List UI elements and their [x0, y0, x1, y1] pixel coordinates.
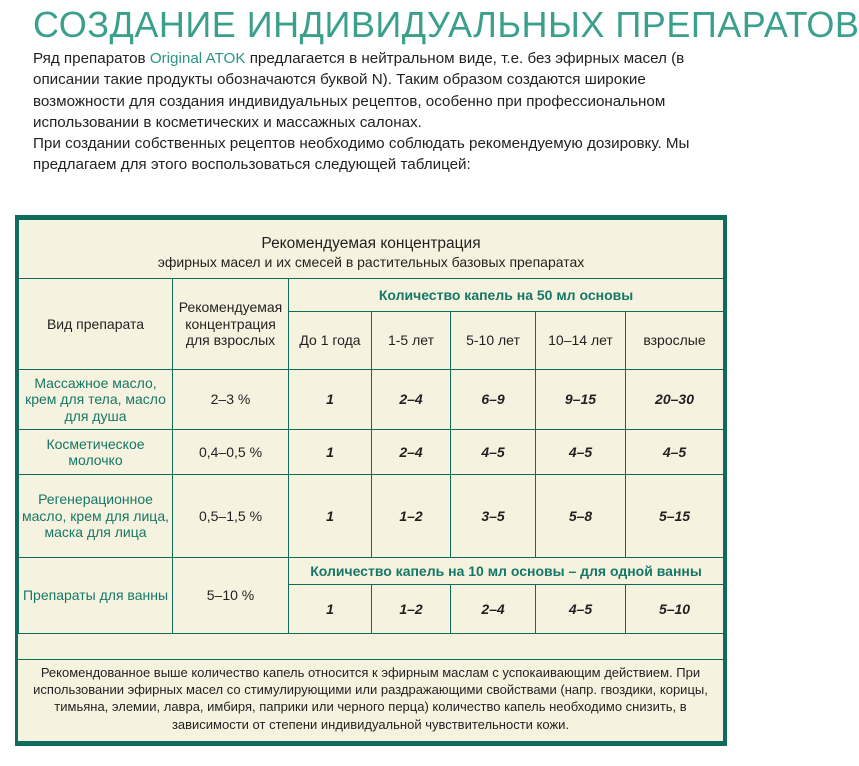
age-header: взрослые — [626, 312, 724, 370]
drops-cell: 2–4 — [451, 585, 536, 634]
drops-cell: 5–10 — [626, 585, 724, 634]
table-footnote: Рекомендованное выше количество капель относится к эфирным маслам с успокаивающим действием. При использовании эфирных масел со стимулирующими или раздражающими свойствами (напр. гвоздики, корицы, тимьяна, элемии, лавра, имбиря, паприки или черного перца) количество капель необходимо снизить, в зависимости от степени индивидуальной чувствительности кожи. — [18, 659, 723, 733]
table-title: Рекомендуемая концентрация — [261, 234, 481, 252]
table-caption — [19, 220, 724, 279]
intro-paragraph-1 — [33, 48, 733, 133]
drops-cell: 4–5 — [536, 430, 626, 475]
intro-part2: предлагается в нейтральном виде, т.е. без эфирных масел (в описании такие продукты обозначаются буквой N). Таким образом создаются широкие возможности для создания индивидуальных рецептов, особенно при профессиональном использовании в косметических и массажных салонах. — [33, 50, 685, 131]
col-header-concentration: Рекомендуемая концентрация для взрослых — [173, 279, 289, 370]
drops-cell: 1–2 — [372, 475, 451, 558]
age-header: 1-5 лет — [372, 312, 451, 370]
drops-cell: 4–5 — [536, 585, 626, 634]
drops-cell: 2–4 — [372, 430, 451, 475]
drops-cell: 3–5 — [451, 475, 536, 558]
age-header: До 1 года — [289, 312, 372, 370]
drops-cell: 1 — [289, 430, 372, 475]
drops-cell: 2–4 — [372, 370, 451, 430]
drops-cell: 1 — [289, 370, 372, 430]
drops-cell: 9–15 — [536, 370, 626, 430]
table-row — [19, 370, 724, 430]
table-row — [19, 430, 724, 475]
table-row — [19, 475, 724, 558]
age-header: 10–14 лет — [536, 312, 626, 370]
brand-name: Original ATOK — [149, 50, 246, 67]
concentration-cell: 0,4–0,5 % — [173, 430, 289, 475]
drops-cell: 1 — [289, 585, 372, 634]
drops-cell: 1 — [289, 475, 372, 558]
page-heading: СОЗДАНИЕ ИНДИВИДУАЛЬНЫХ ПРЕПАРАТОВ — [33, 4, 859, 45]
drops-cell: 5–8 — [536, 475, 626, 558]
concentration-cell: 5–10 % — [173, 558, 289, 634]
table-caption-row — [19, 220, 724, 279]
table-subtitle: эфирных масел и их смесей в растительных базовых препаратах — [157, 253, 585, 270]
drops-cell: 4–5 — [626, 430, 724, 475]
preparation-name: Регенерационное масло, крем для лица, маска для лица — [19, 475, 173, 558]
preparation-name: Массажное масло, крем для тела, масло для душа — [19, 370, 173, 430]
concentration-cell: 0,5–1,5 % — [173, 475, 289, 558]
preparation-name: Косметическое молочко — [19, 430, 173, 475]
dosage-table-panel — [18, 219, 723, 741]
intro-text — [33, 48, 733, 176]
preparation-name: Препараты для ванны — [19, 558, 173, 634]
header-row-10ml — [19, 558, 724, 585]
dosage-table — [18, 219, 724, 634]
col-header-type: Вид препарата — [19, 279, 173, 370]
intro-part1: Ряд препаратов — [33, 50, 150, 67]
concentration-cell: 2–3 % — [173, 370, 289, 430]
drops-cell: 5–15 — [626, 475, 724, 558]
drops-cell: 20–30 — [626, 370, 724, 430]
drops-header-10ml: Количество капель на 10 мл основы – для одной ванны — [289, 558, 724, 585]
header-row-1 — [19, 279, 724, 312]
drops-cell: 4–5 — [451, 430, 536, 475]
drops-header-50ml: Количество капель на 50 мл основы — [289, 279, 724, 312]
intro-paragraph-2: При создании собственных рецептов необходимо соблюдать рекомендуемую дозировку. Мы предлагаем для этого воспользоваться следующей таблицей: — [33, 135, 690, 174]
drops-cell: 1–2 — [372, 585, 451, 634]
drops-cell: 6–9 — [451, 370, 536, 430]
dosage-table-frame — [15, 215, 727, 746]
age-header: 5-10 лет — [451, 312, 536, 370]
